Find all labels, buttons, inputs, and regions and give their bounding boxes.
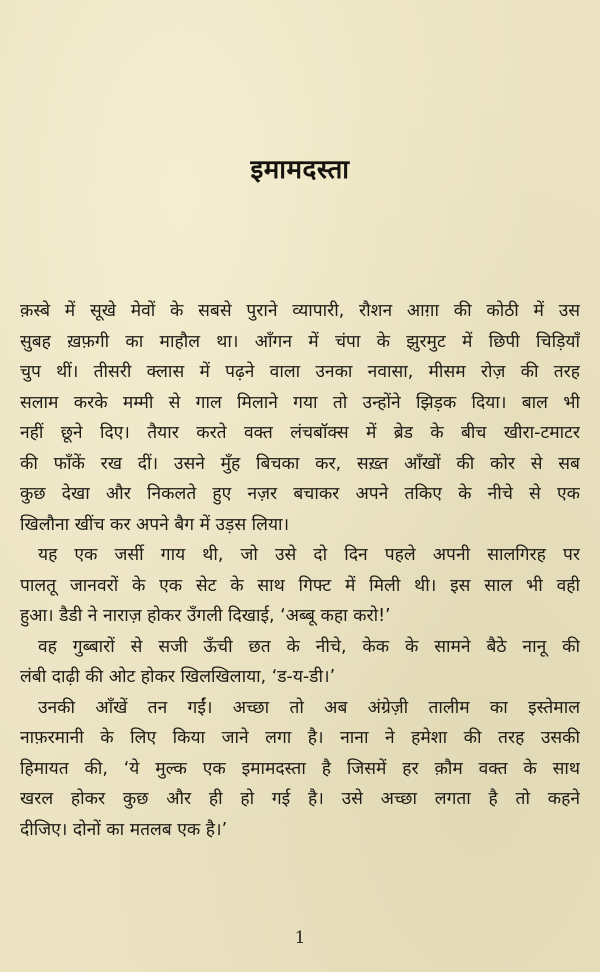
page-number: 1 [294, 928, 306, 948]
text-line: क़स्बे में सूखे मेवों के सबसे पुराने व्यापारी, रौशन आग़ा की कोठी में उस [20, 301, 580, 321]
text-line: दीजिए। दोनों का मतलब एक है।’ [20, 819, 228, 840]
paragraph [20, 540, 580, 632]
paragraph [20, 693, 580, 846]
text-line: चुप थीं। तीसरी क्लास में पढ़ने वाला उनका नवासा, मीसम रोज़ की तरह [20, 362, 580, 382]
story-body [20, 296, 580, 845]
text-line: यह एक जर्सी गाय थी, जो उसे दो दिन पहले अपनी सालगिरह पर [38, 545, 580, 565]
paragraph [20, 632, 580, 693]
text-line: नहीं छूने दिए। तैयार करते वक्त लंचबॉक्स में ब्रेड के बीच खीरा-टमाटर [20, 423, 580, 443]
text-line: सुबह ख़फ़गी का माहौल था। आँगन में चंपा के झुरमुट में छिपी चिड़ियाँ [20, 331, 580, 352]
text-line: लंबी दाढ़ी की ओट होकर खिलखिलाया, ‘ड-य-डी।’ [20, 667, 336, 687]
text-line: हिमायत की, ‘ये मुल्क एक इमामदस्ता है जिसमें हर क़ौम वक्त के साथ [20, 758, 580, 779]
text-line: उनकी आँखें तन गईं। अच्छा तो अब अंग्रेज़ी तालीम का इस्तेमाल [38, 697, 580, 718]
text-line: पालतू जानवरों के एक सेट के साथ गिफ्ट में मिली थी। इस साल भी वही [20, 575, 580, 596]
story-title: इमामदस्ता [250, 155, 350, 185]
text-line: नाफ़रमानी के लिए किया जाने लगा है। नाना ने हमेशा की तरह उसकी [20, 728, 580, 748]
paragraph [20, 296, 580, 540]
text-line: सलाम करके मम्मी से गाल मिलाने गया तो उन्होंने झिड़क दिया। बाल भी [20, 392, 580, 413]
show-through-text-top [18, 10, 582, 250]
text-line: वह गुब्बारों से सजी ऊँची छत के नीचे, केक के सामने बैठे नानू की [38, 636, 580, 657]
text-line: की फाँकें रख दीं। उसने मुँह बिचका कर, सख़्त आँखों की कोर से सब [20, 453, 580, 474]
text-line: खरल होकर कुछ और ही हो गई है। उसे अच्छा लगता है तो कहने [20, 789, 580, 809]
text-line: खिलौना खींच कर अपने बैग में उड़स लिया। [20, 514, 290, 535]
text-line: कुछ देखा और निकलते हुए नज़र बचाकर अपने तकिए के नीचे से एक [20, 484, 580, 504]
text-line: हुआ। डैडी ने नाराज़ होकर उँगली दिखाई, ‘अब्बू कहा करो!’ [20, 606, 391, 626]
